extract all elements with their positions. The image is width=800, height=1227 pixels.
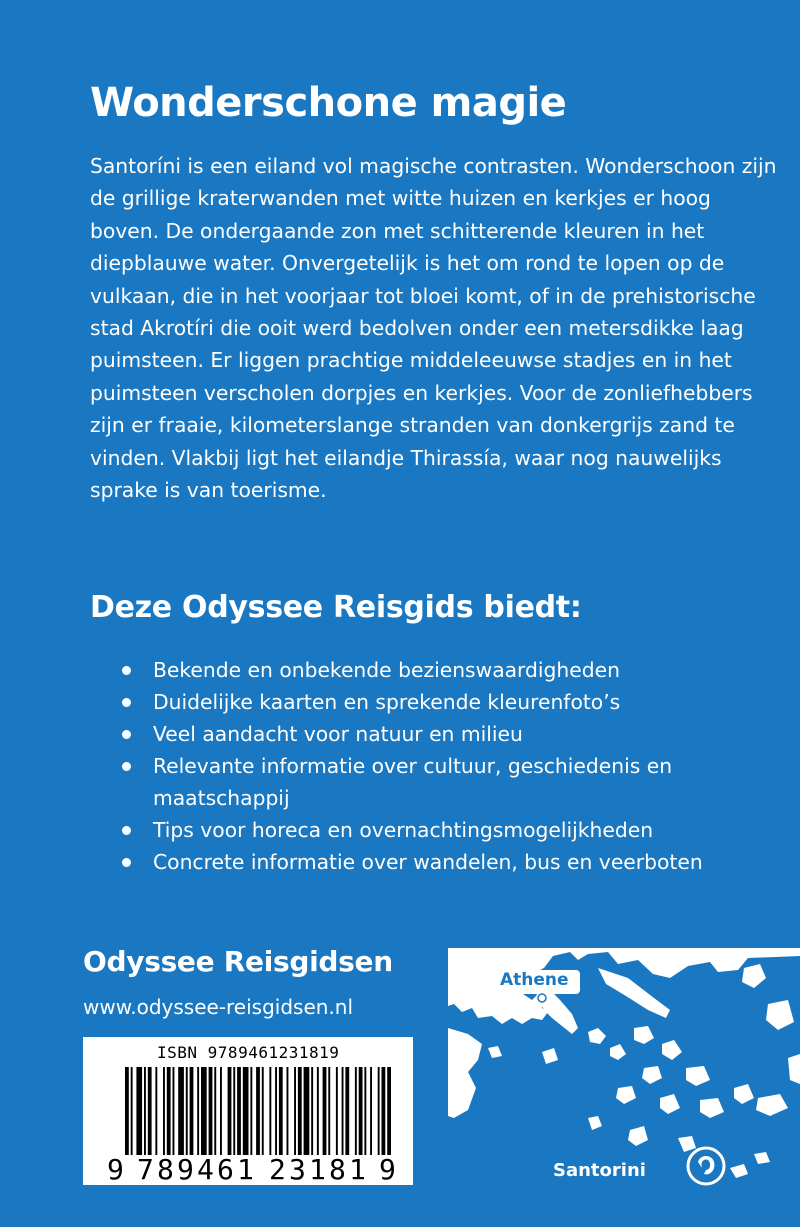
barcode-bar	[269, 1067, 271, 1155]
barcode-bar	[311, 1067, 313, 1155]
map-label-athene: Athene	[500, 970, 569, 990]
barcode-bar	[178, 1067, 184, 1155]
island-shape	[730, 1164, 748, 1178]
island-shape	[588, 1028, 606, 1044]
barcode-bar	[243, 1067, 249, 1155]
barcode-bar	[387, 1067, 391, 1155]
island-shape	[660, 1094, 680, 1114]
barcode-bar	[173, 1067, 175, 1155]
barcode-graphic	[83, 1037, 413, 1185]
island-shape	[642, 1066, 662, 1084]
feature-text: Relevante informatie over cultuur, geschiedenis en maatschappij	[153, 754, 673, 810]
publisher-url: www.odyssee-reisgidsen.nl	[83, 995, 354, 1019]
barcode-digit: 8	[157, 1153, 174, 1185]
bullet-icon	[122, 666, 131, 675]
map-label-santorini: Santorini	[553, 1160, 646, 1181]
island-shape	[788, 1054, 800, 1084]
barcode-bar	[131, 1067, 133, 1155]
barcode-bar	[148, 1067, 152, 1155]
barcode-digit: 6	[217, 1153, 234, 1185]
island-shape	[678, 1136, 696, 1152]
barcode-bar	[136, 1067, 142, 1155]
barcode-digit: 7	[137, 1153, 154, 1185]
barcode-digit: 8	[329, 1153, 346, 1185]
bullet-icon	[122, 762, 131, 771]
barcode-bar	[250, 1067, 252, 1155]
feature-text: Duidelijke kaarten en sprekende kleurenfoto’s	[153, 690, 621, 714]
barcode-digit: 1	[349, 1153, 366, 1185]
bullet-icon	[122, 858, 131, 867]
barcode-bar	[262, 1067, 264, 1155]
barcode-bar	[220, 1067, 222, 1155]
barcode-bar	[317, 1067, 319, 1155]
barcode-bar	[209, 1067, 213, 1155]
island-shape	[700, 1098, 724, 1118]
island-shape	[616, 1086, 636, 1104]
feature-item	[122, 750, 762, 814]
barcode-bar	[287, 1067, 289, 1155]
bullet-icon	[122, 826, 131, 835]
island-shape	[756, 1094, 788, 1116]
barcode-bar	[323, 1067, 327, 1155]
island-shape	[588, 1116, 602, 1130]
barcode-bar	[228, 1067, 232, 1155]
barcode-bar	[345, 1067, 349, 1155]
feature-item	[122, 846, 762, 878]
isbn-label: ISBN 9789461231819	[157, 1043, 340, 1062]
feature-item	[122, 654, 762, 686]
publisher-name: Odyssee Reisgidsen	[83, 945, 393, 978]
barcode-digit: 9	[107, 1153, 124, 1185]
barcode-bar	[197, 1067, 199, 1155]
island-shape	[628, 1126, 648, 1146]
page-title: Wonderschone magie	[90, 80, 567, 126]
barcode-digit: 9	[379, 1153, 396, 1185]
barcode-bar	[336, 1067, 338, 1155]
barcode-bar	[342, 1067, 344, 1155]
peloponnese-shape	[448, 1028, 482, 1118]
island-shape	[542, 1048, 558, 1064]
island-shape	[662, 1040, 682, 1060]
euboea-shape	[598, 968, 670, 1018]
barcode-bar	[186, 1067, 188, 1155]
feature-text: Tips voor horeca en overnachtingsmogelijkheden	[153, 818, 654, 842]
island-shape	[766, 1000, 794, 1030]
barcode-bar	[275, 1067, 277, 1155]
barcode-bar	[155, 1067, 157, 1155]
island-shape	[634, 1026, 654, 1044]
athene-marker	[538, 994, 546, 1002]
barcode-bar	[328, 1067, 330, 1155]
barcode-bar	[125, 1067, 129, 1155]
feature-text: Veel aandacht voor natuur en milieu	[153, 722, 523, 746]
barcode	[83, 1037, 413, 1185]
barcode-bar	[167, 1067, 171, 1155]
barcode-bar	[237, 1067, 241, 1155]
island-shape	[488, 1046, 502, 1058]
barcode-bar	[355, 1067, 357, 1155]
island-shape	[742, 964, 766, 988]
intro-paragraph: Santoríni is een eiland vol magische contrasten. Wonderschoon zijn de grillige kraterwanden met witte huizen en kerkjes er hoog boven. De ondergaande zon met schitterende kleuren in het diepblauwe water. Onvergetelijk is het om rond te lopen op de vulkaan, die in het voorjaar tot bloei komt, of in de prehistorische stad Akrotíri die ooit werd bedolven onder een metersdikke laag puimsteen. Er liggen prachtige middeleeuwse stadjes en in het puimsteen verscholen dorpjes en kerkjes. Voor de zonliefhebbers zijn er fraaie, kilometerslange stranden van donkergrijs zand te vinden. Vlakbij ligt het eilandje Thirassía, waar nog nauwelijks sprake is van toerisme.	[90, 154, 777, 503]
island-shape	[734, 1084, 754, 1104]
barcode-bar	[163, 1067, 165, 1155]
island-shape	[610, 1044, 626, 1060]
santorini-island-shape	[698, 1156, 714, 1174]
island-shape	[754, 1152, 770, 1164]
barcode-digit: 4	[197, 1153, 214, 1185]
bullet-icon	[122, 698, 131, 707]
barcode-bar	[190, 1067, 194, 1155]
features-list	[122, 654, 762, 878]
barcode-bar	[256, 1067, 260, 1155]
barcode-digit: 1	[237, 1153, 254, 1185]
feature-text: Concrete informatie over wandelen, bus en veerboten	[153, 850, 703, 874]
barcode-digit: 9	[177, 1153, 194, 1185]
feature-text: Bekende en onbekende bezienswaardigheden	[153, 658, 620, 682]
barcode-bar	[364, 1067, 366, 1155]
barcode-bar	[144, 1067, 146, 1155]
barcode-digit: 1	[309, 1153, 326, 1185]
barcode-bar	[304, 1067, 310, 1155]
barcode-bar	[359, 1067, 363, 1155]
features-heading: Deze Odyssee Reisgids biedt:	[90, 590, 582, 625]
barcode-bar	[279, 1067, 283, 1155]
barcode-bar	[201, 1067, 207, 1155]
feature-item	[122, 686, 762, 718]
barcode-bar	[233, 1067, 235, 1155]
barcode-bar	[214, 1067, 216, 1155]
santorini-marker	[688, 1148, 724, 1184]
feature-item	[122, 814, 762, 846]
island-shape	[686, 1066, 710, 1086]
barcode-bar	[378, 1067, 380, 1155]
bullet-icon	[122, 730, 131, 739]
barcode-bar	[298, 1067, 302, 1155]
barcode-bar	[382, 1067, 386, 1155]
feature-item	[122, 718, 762, 750]
barcode-digit: 3	[289, 1153, 306, 1185]
barcode-bar	[370, 1067, 372, 1155]
barcode-bar	[294, 1067, 296, 1155]
barcode-digit: 2	[269, 1153, 286, 1185]
